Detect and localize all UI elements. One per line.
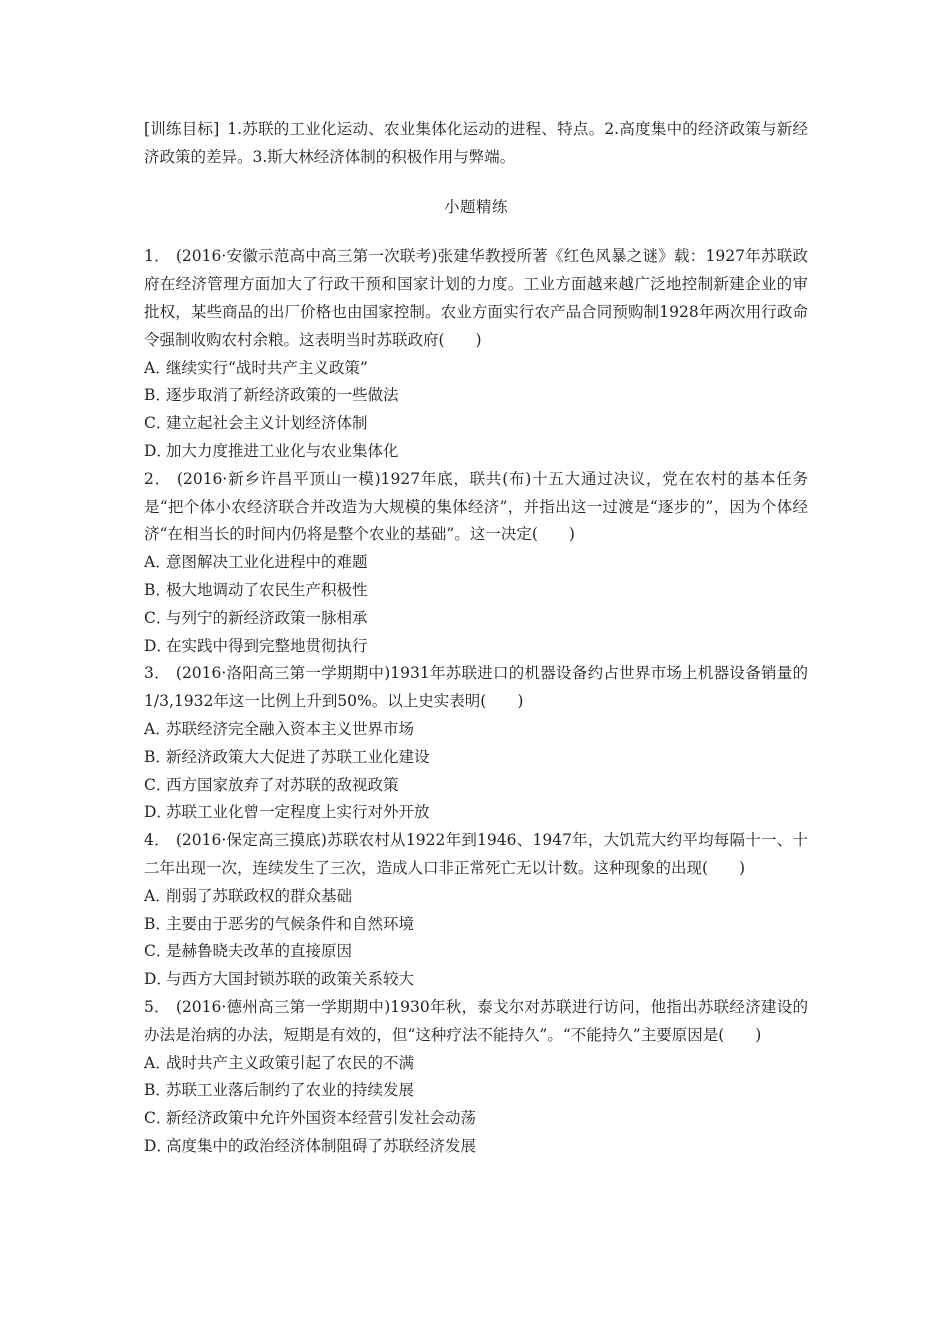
option-letter: A． [144, 719, 171, 738]
option-c [144, 772, 808, 800]
option-letter: D． [144, 636, 172, 655]
option-d [144, 966, 808, 994]
option-letter: B． [144, 386, 171, 405]
option-b [144, 911, 808, 939]
option-letter: A． [144, 553, 171, 572]
option-a [144, 355, 808, 383]
option-letter: D． [144, 1136, 172, 1155]
option-text: 新经济政策中允许外国资本经营引发社会动荡 [166, 1109, 477, 1128]
document-content [144, 116, 808, 1161]
option-b [144, 1077, 808, 1105]
question-stem [144, 243, 808, 354]
question-stem [144, 466, 808, 549]
question-text: (2016·保定高三摸底)苏联农村从1922年到1946、1947年，大饥荒大约平均每隔十一、十二年出现一次，连续发生了三次，造成人口非正常死亡无以计数。这种现象的出现( ) [144, 831, 808, 877]
option-letter: A． [144, 358, 171, 377]
option-text: 极大地调动了农民生产积极性 [166, 580, 368, 599]
option-text: 新经济政策大大促进了苏联工业化建设 [166, 747, 430, 766]
option-a [144, 883, 808, 911]
option-b [144, 744, 808, 772]
question-stem [144, 827, 808, 883]
question-text: (2016·安徽示范高中高三第一次联考)张建华教授所著《红色风暴之谜》载：1927年苏联政府在经济管理方面加大了行政干预和国家计划的力度。工业方面越来越广泛地控制新建企业的审批权，某些商品的出厂价格也由国家控制。农业方面实行农产品合同预购制1928年两次用行政命令强制收购农村余粮。这表明当时苏联政府( ) [144, 247, 808, 349]
option-text: 在实践中得到完整地贯彻执行 [166, 636, 368, 655]
section-title: 小题精练 [443, 197, 508, 216]
option-letter: B． [144, 914, 171, 933]
option-text: 高度集中的政治经济体制阻碍了苏联经济发展 [166, 1136, 477, 1155]
option-text: 继续实行“战时共产主义政策” [166, 358, 368, 377]
option-text: 战时共产主义政策引起了农民的不满 [166, 1053, 415, 1072]
option-letter: C． [144, 414, 172, 433]
option-c [144, 938, 808, 966]
question-stem [144, 660, 808, 716]
option-letter: D． [144, 441, 172, 460]
option-letter: C． [144, 1109, 172, 1128]
option-letter: C． [144, 775, 172, 794]
question-stem [144, 994, 808, 1050]
option-c [144, 410, 808, 438]
option-c [144, 605, 808, 633]
question-text: (2016·新乡许昌平顶山一模)1927年底，联共(布)十五大通过决议，党在农村的基本任务是“把个体小农经济联合并改造为大规模的集体经济”，并指出这一过渡是“逐步的”，因为个体经济“在相当长的时间内仍将是整个农业的基础”。这一决定( ) [144, 469, 808, 544]
question-text: (2016·洛阳高三第一学期期中)1931年苏联进口的机器设备约占世界市场上机器设备销量的1/3,1932年这一比例上升到50%。以上史实表明( ) [144, 664, 808, 711]
option-letter: A． [144, 1053, 171, 1072]
option-letter: C． [144, 608, 172, 627]
question-2 [144, 466, 808, 661]
option-a [144, 1050, 808, 1078]
training-goals-label: [训练目标] [144, 120, 220, 138]
option-letter: D． [144, 803, 172, 822]
option-letter: A． [144, 886, 171, 905]
question-3 [144, 660, 808, 827]
option-text: 苏联工业化曾一定程度上实行对外开放 [166, 803, 430, 822]
option-d [144, 1133, 808, 1161]
question-number: 1． [144, 247, 170, 266]
option-letter: B． [144, 1081, 171, 1100]
option-letter: D． [144, 970, 172, 989]
option-text: 削弱了苏联政权的群众基础 [166, 886, 353, 905]
option-text: 逐步取消了新经济政策的一些做法 [166, 386, 399, 405]
option-text: 建立起社会主义计划经济体制 [166, 414, 368, 433]
option-letter: B． [144, 580, 171, 599]
question-4 [144, 827, 808, 994]
question-5 [144, 994, 808, 1161]
option-text: 主要由于恶劣的气候条件和自然环境 [166, 914, 415, 933]
question-number: 4． [144, 831, 170, 850]
option-text: 与列宁的新经济政策一脉相承 [166, 608, 368, 627]
option-b [144, 577, 808, 605]
option-text: 苏联工业落后制约了农业的持续发展 [166, 1081, 415, 1100]
option-a [144, 549, 808, 577]
option-a [144, 716, 808, 744]
option-c [144, 1105, 808, 1133]
question-number: 5． [144, 997, 170, 1016]
option-text: 西方国家放弃了对苏联的敌视政策 [166, 775, 399, 794]
option-text: 苏联经济完全融入资本主义世界市场 [166, 719, 415, 738]
option-text: 是赫鲁晓夫改革的直接原因 [166, 942, 353, 961]
option-text: 意图解决工业化进程中的难题 [166, 553, 368, 572]
option-text: 与西方大国封锁苏联的政策关系较大 [166, 970, 415, 989]
training-goals [144, 116, 808, 172]
option-d [144, 799, 808, 827]
question-number: 2． [144, 469, 171, 488]
training-goals-text: 1.苏联的工业化运动、农业集体化运动的进程、特点。2.高度集中的经济政策与新经济政策的差异。3.斯大林经济体制的积极作用与弊端。 [144, 120, 808, 166]
option-letter: B． [144, 747, 171, 766]
question-1 [144, 243, 808, 465]
question-text: (2016·德州高三第一学期期中)1930年秋，泰戈尔对苏联进行访问，他指出苏联经济建设的办法是治病的办法，短期是有效的，但“这种疗法不能持久”。“不能持久”主要原因是( ) [144, 997, 808, 1044]
option-b [144, 382, 808, 410]
option-d [144, 438, 808, 466]
option-text: 加大力度推进工业化与农业集体化 [166, 441, 399, 460]
option-letter: C． [144, 942, 172, 961]
option-d [144, 633, 808, 661]
question-number: 3． [144, 664, 170, 683]
